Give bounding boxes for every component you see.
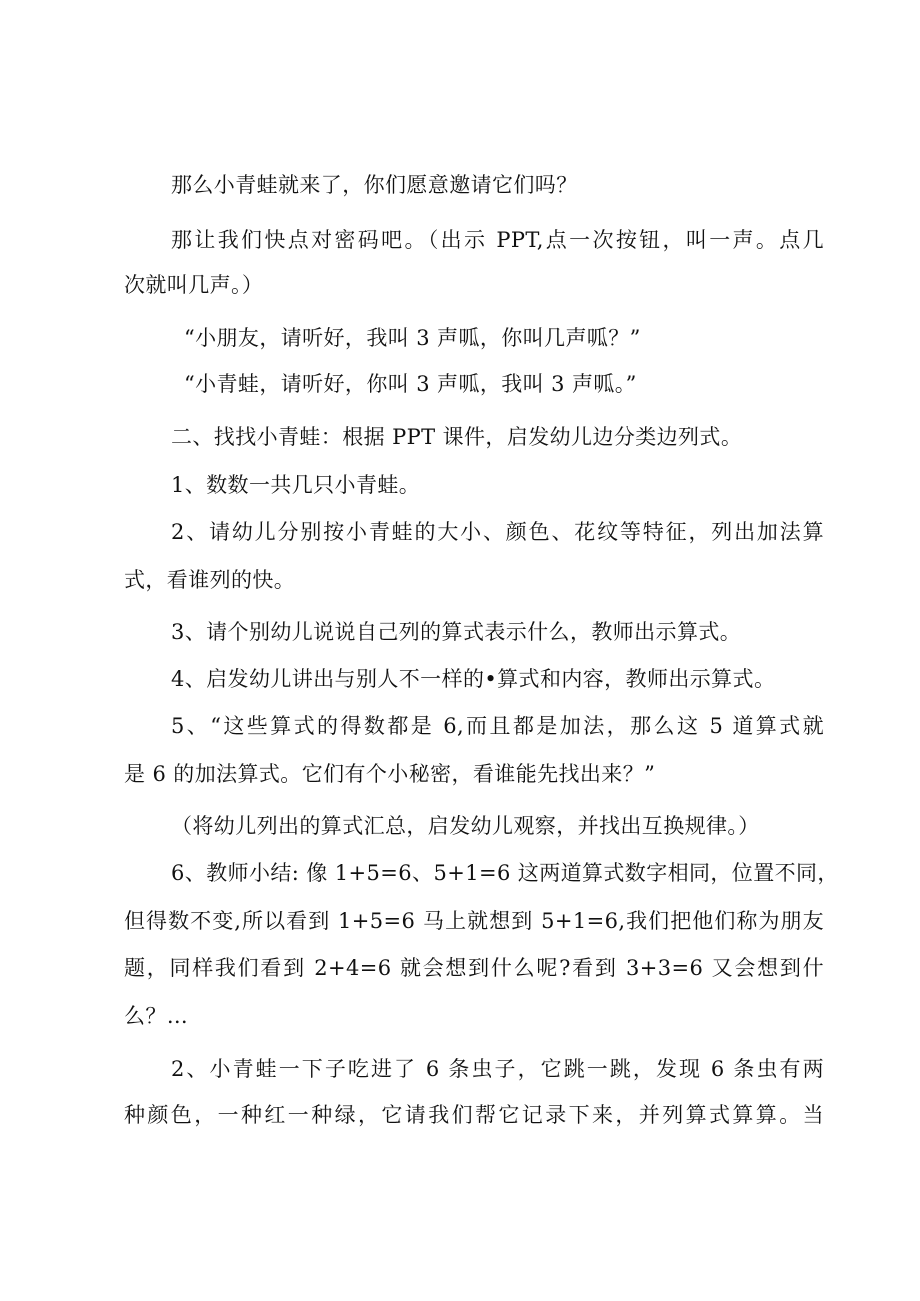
list-item-continuation: 是 6 的加法算式。它们有个小秘密，看谁能先找出来？” [124,762,656,786]
list-item-continuation: 么？… [124,1004,189,1028]
list-item: 1、数数一共几只小青蛙。 [171,473,421,497]
list-item: 2、小青蛙一下子吃进了 6 条虫子，它跳一跳，发现 6 条虫有两 [171,1057,824,1081]
section-heading: 二、找找小青蛙：根据 PPT 课件，启发幼儿边分类边列式。 [171,425,743,449]
list-item-continuation: 种颜色，一种红一种绿，它请我们帮它记录下来，并列算式算算。当 [124,1103,824,1127]
list-item: 3、请个别幼儿说说自己列的算式表示什么，教师出示算式。 [171,620,742,644]
list-item: 5、“这些算式的得数都是 6,而且都是加法，那么这 5 道算式就 [171,714,824,738]
quote-line: “小青蛙，请听好，你叫 3 声呱，我叫 3 声呱。” [184,372,637,396]
paragraph-line: 那让我们快点对密码吧。（出示 PPT,点一次按钮，叫一声。点几 [171,228,824,252]
list-item-continuation: 题，同样我们看到 2+4=6 就会想到什么呢?看到 3+3=6 又会想到什 [124,956,824,980]
list-item: 6、教师小结: 像 1+5=6、5+1=6 这两道算式数字相同，位置不同， [171,861,839,885]
paragraph-line: 次就叫几声。） [124,273,264,297]
quote-line: “小朋友，请听好，我叫 3 声呱，你叫几声呱？” [184,326,641,350]
note-line: （将幼儿列出的算式汇总，启发幼儿观察，并找出互换规律。） [171,814,760,838]
list-item-continuation: 式，看谁列的快。 [124,568,296,592]
list-item: 4、启发幼儿讲出与别人不一样的•算式和内容，教师出示算式。 [171,667,776,691]
paragraph-line: 那么小青蛙就来了，你们愿意邀请它们吗？ [171,173,578,197]
list-item: 2、请幼儿分别按小青蛙的大小、颜色、花纹等特征，列出加法算 [171,520,824,544]
list-item-continuation: 但得数不变,所以看到 1+5=6 马上就想到 5+1=6,我们把他们称为朋友 [124,909,824,933]
